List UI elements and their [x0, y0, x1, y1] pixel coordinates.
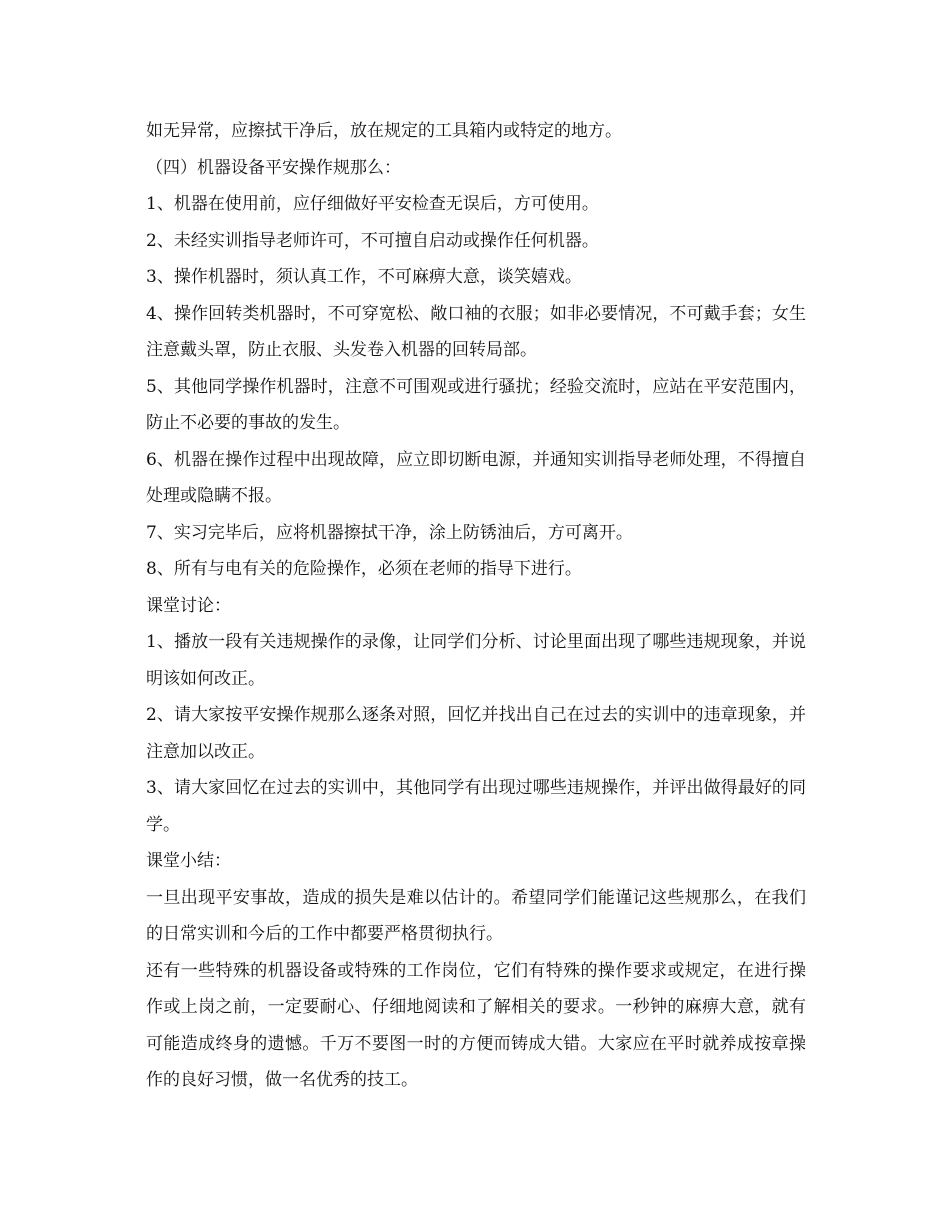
rule-item-3: 3、操作机器时，须认真工作，不可麻痹大意，谈笑嬉戏。 [146, 267, 582, 287]
section-heading-discussion: 课堂讨论： [146, 595, 231, 616]
rule-item-8: 8、所有与电有关的危险操作，必须在老师的指导下进行。 [146, 559, 582, 579]
discussion-item-3: 3、请大家回忆在过去的实训中，其他同学有出现过哪些违规操作，并评出做得最好的同学。 [146, 778, 806, 835]
rule-item-5: 5、其他同学操作机器时，注意不可围观或进行骚扰；经验交流时，应站在平安范围内，防止不必要的事故的发生。 [146, 376, 806, 433]
discussion-item-2: 2、请大家按平安操作规那么逐条对照，回忆并找出自己在过去的实训中的违章现象，并注意加以改正。 [146, 705, 806, 762]
rule-item-1: 1、机器在使用前，应仔细做好平安检查无误后，方可使用。 [146, 194, 599, 214]
rule-item-2: 2、未经实训指导老师许可，不可擅自启动或操作任何机器。 [146, 230, 599, 251]
rule-item-4: 4、操作回转类机器时，不可穿宽松、敞口袖的衣服；如非必要情况，不可戴手套；女生注意戴头罩，防止衣服、头发卷入机器的回转局部。 [146, 303, 806, 360]
section-heading-summary: 课堂小结： [146, 851, 231, 871]
summary-paragraph-1: 一旦出现平安事故，造成的损失是难以估计的。希望同学们能谨记这些规那么，在我们的日常实训和今后的工作中都要严格贯彻执行。 [146, 887, 806, 944]
paragraph-intro: 如无异常，应擦拭干净后，放在规定的工具箱内或特定的地方。 [146, 121, 622, 141]
section-heading-machine-safety: （四）机器设备平安操作规那么： [146, 157, 401, 178]
document-body [146, 113, 806, 1099]
rule-item-7: 7、实习完毕后，应将机器擦拭干净，涂上防锈油后，方可离开。 [146, 522, 633, 543]
rule-item-6: 6、机器在操作过程中出现故障，应立即切断电源，并通知实训指导老师处理，不得擅自处理或隐瞒不报。 [146, 449, 806, 506]
summary-paragraph-2: 还有一些特殊的机器设备或特殊的工作岗位，它们有特殊的操作要求或规定，在进行操作或上岗之前，一定要耐心、仔细地阅读和了解相关的要求。一秒钟的麻痹大意，就有可能造成终身的遗憾。千万不要图一时的方便而铸成大错。大家应在平时就养成按章操作的良好习惯，做一名优秀的技工。 [146, 960, 806, 1090]
discussion-item-1: 1、播放一段有关违规操作的录像，让同学们分析、讨论里面出现了哪些违规现象，并说明该如何改正。 [146, 632, 806, 689]
